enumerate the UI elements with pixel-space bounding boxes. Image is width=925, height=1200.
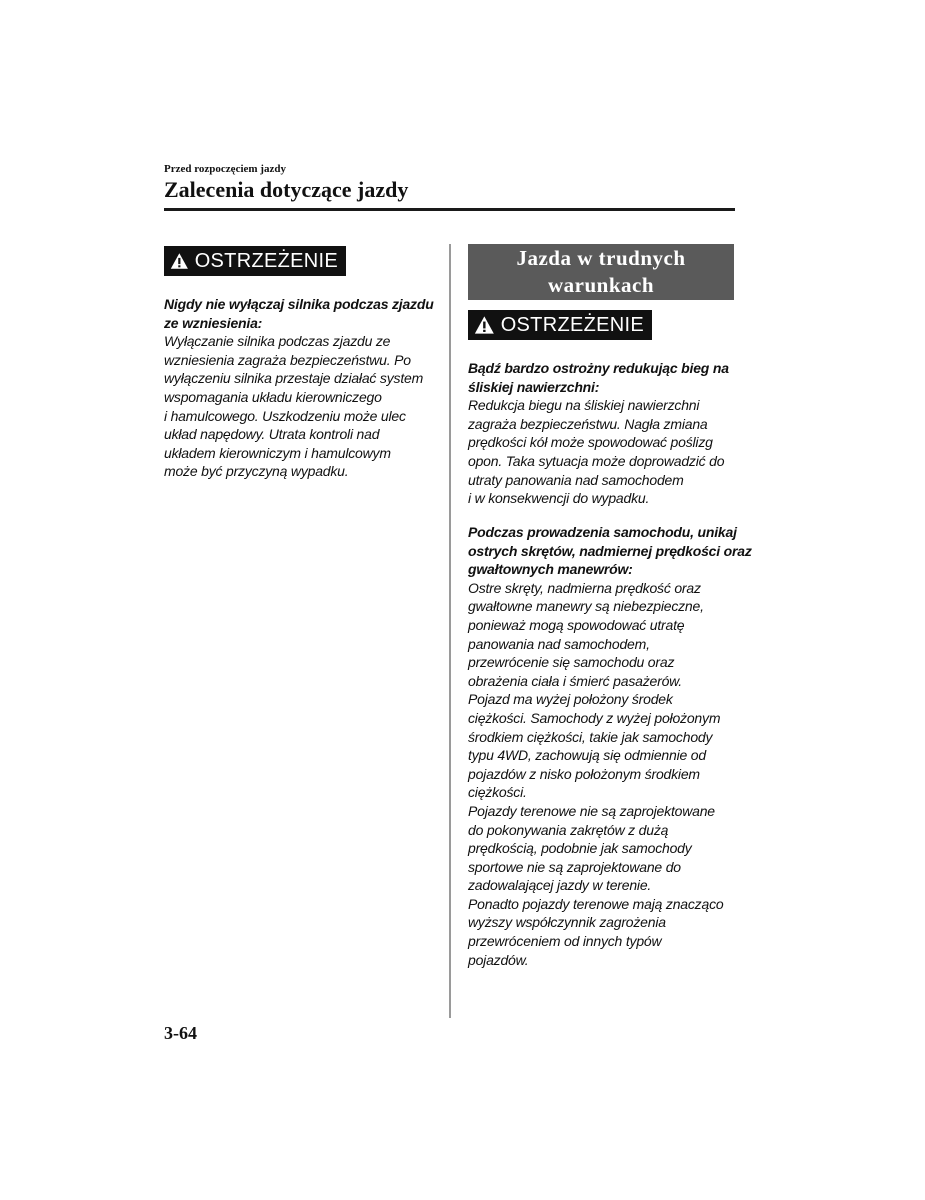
warning-body-line: może być przyczyną wypadku. [164, 463, 349, 480]
warning-body-line: układem kierowniczym i hamulcowym [164, 444, 391, 461]
warning-badge-left [164, 246, 346, 276]
warning-triangle-icon [170, 250, 189, 272]
warning-body-line: zadowalającej jazdy w terenie. [468, 877, 652, 894]
warning-body-line: zagraża bezpieczeństwu. Nagła zmiana [468, 415, 708, 432]
warning-body-line: ciężkości. Samochody z wyżej położonym [468, 709, 721, 726]
warning-body-line: prędkości kół może spowodować poślizg [468, 434, 713, 451]
warning-body-line: do pokonywania zakrętów z dużą [468, 821, 669, 838]
warning-body-line: wyłączeniu silnika przestaje działać system [164, 370, 424, 387]
warning-body-line: przewrócenie się samochodu oraz [468, 654, 675, 671]
warning-badge-right [468, 310, 652, 340]
page-number: 3-64 [164, 1023, 197, 1043]
title-rule [164, 208, 735, 211]
warning-body-line: Ostre skręty, nadmierna prędkość oraz [468, 579, 701, 596]
warning-body-line: przewróceniem od innych typów [468, 933, 662, 950]
warning-body-line: wzniesienia zagraża bezpieczeństwu. Po [164, 351, 411, 368]
warning-body-line: obrażenia ciała i śmierć pasażerów. [468, 672, 682, 689]
warning-body-line: gwałtowne manewry są niebezpieczne, [468, 598, 704, 615]
section-title-line: Jazda w trudnych [516, 246, 686, 270]
warning-body-line: Pojazdy terenowe nie są zaprojektowane [468, 802, 715, 819]
warning-heading-line: Podczas prowadzenia samochodu, unikaj [468, 524, 737, 540]
warning-body-line: panowania nad samochodem, [468, 635, 650, 652]
warning-body-line: ciężkości. [468, 784, 527, 801]
warning-body-line: i hamulcowego. Uszkodzeniu może ulec [164, 407, 406, 424]
warning-body-line: prędkością, podobnie jak samochody [468, 840, 692, 857]
warning-label: OSTRZEŻENIE [500, 313, 644, 336]
warning-body-line: sportowe nie są zaprojektowane do [468, 858, 681, 875]
warning-body-line: Pojazd ma wyżej położony środek [468, 691, 673, 708]
warning-body-line: i w konsekwencji do wypadku. [468, 490, 650, 507]
warning-heading-line: śliskiej nawierzchni: [468, 378, 600, 395]
warning-label: OSTRZEŻENIE [194, 249, 338, 272]
warning-body-line: typu 4WD, zachowują się odmiennie od [468, 747, 706, 764]
warning-body-line: Wyłączanie silnika podczas zjazdu ze [164, 333, 391, 350]
warning-body-line: środkiem ciężkości, takie jak samochody [468, 728, 713, 745]
warning-body-line: Ponadto pojazdy terenowe mają znacząco [468, 895, 724, 912]
warning-heading-line: ostrych skrętów, nadmiernej prędkości oraz [468, 542, 752, 559]
warning-heading-line: Nigdy nie wyłączaj silnika podczas zjazdu [164, 296, 434, 312]
section-title-banner [468, 244, 734, 300]
warning-heading-line: ze wzniesienia: [164, 314, 263, 331]
warning-body-line: utraty panowania nad samochodem [468, 471, 684, 488]
warning-body-line: opon. Taka sytuacja może doprowadzić do [468, 452, 725, 469]
warning-body-line: wspomagania układu kierowniczego [164, 388, 382, 405]
warning-triangle-icon [474, 314, 495, 336]
warning-body-line: Redukcja biegu na śliskiej nawierzchni [468, 397, 700, 414]
warning-heading-line: gwałtownych manewrów: [468, 561, 633, 578]
section-title-line: warunkach [547, 273, 655, 297]
warning-body-line: pojazdów. [468, 951, 529, 968]
warning-heading-line: Bądź bardzo ostrożny redukując bieg na [468, 360, 729, 376]
warning-body-line: układ napędowy. Utrata kontroli nad [164, 426, 380, 443]
left-warning-text [164, 295, 434, 481]
warning-body-line: ponieważ mogą spowodować utratę [468, 616, 685, 633]
right-warning-item-2 [468, 523, 752, 969]
breadcrumb: Przed rozpoczęciem jazdy [164, 163, 286, 175]
column-divider [449, 244, 451, 1018]
right-warning-item-1 [468, 359, 738, 508]
warning-body-line: wyższy współczynnik zagrożenia [468, 914, 666, 931]
warning-body-line: pojazdów z nisko położonym środkiem [468, 765, 700, 782]
page-title: Zalecenia dotyczące jazdy [164, 177, 409, 202]
